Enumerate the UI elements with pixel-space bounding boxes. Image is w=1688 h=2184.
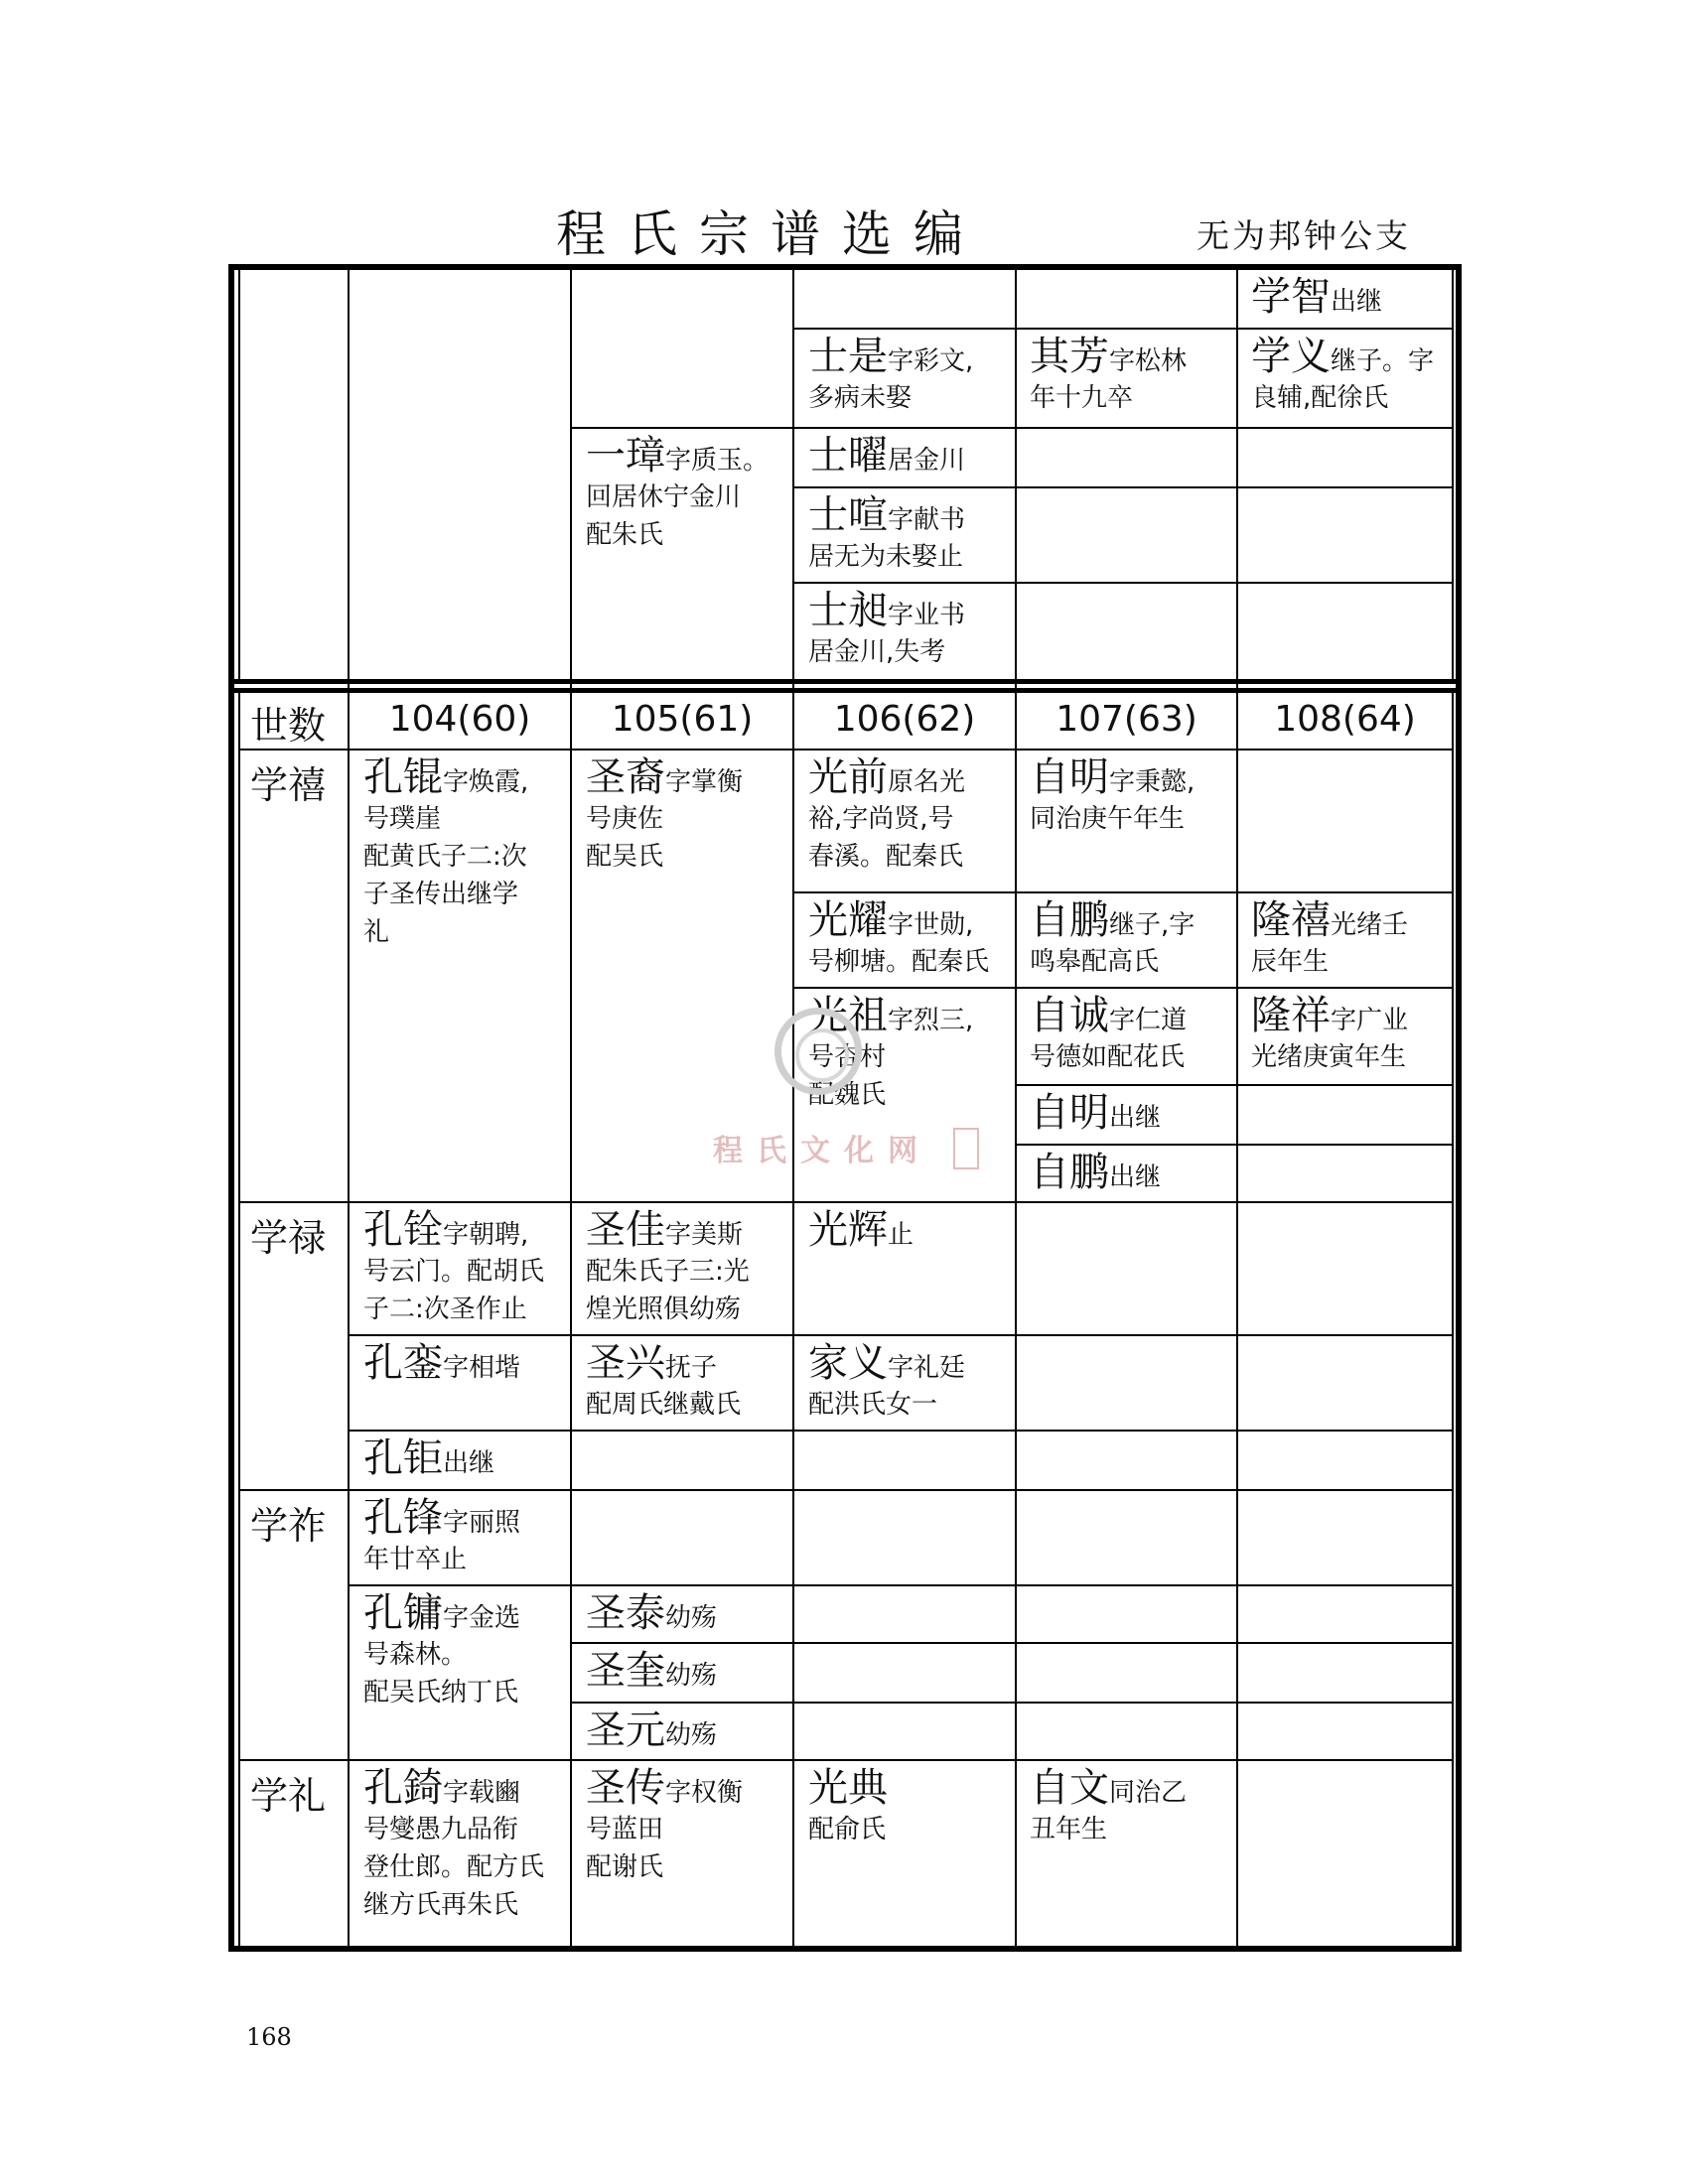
person-name: 光前 (808, 754, 888, 800)
person-note: 字相堦 (443, 1353, 521, 1383)
person-name: 光辉 (808, 1207, 888, 1253)
entry-guanghui (808, 1207, 1013, 1253)
person-note: 字世勋, (888, 910, 974, 940)
section-separator (234, 679, 1456, 684)
entry-kongkun (363, 754, 568, 951)
column-divider (1015, 270, 1017, 1946)
person-note: 字丽照 (443, 1508, 521, 1538)
person-name: 光典 (808, 1765, 888, 1811)
person-note: 幼殇 (665, 1720, 718, 1750)
row-divider (792, 891, 1454, 893)
person-details: 号庚佐 配吴氏 (586, 804, 664, 872)
row-divider (1015, 1084, 1454, 1086)
person-note: 抚子 (665, 1353, 718, 1383)
person-details: 多病未娶 (808, 383, 913, 413)
person-name: 圣裔 (586, 754, 665, 800)
person-details: 回居休宁金川 配朱氏 (586, 482, 742, 550)
person-name: 圣元 (586, 1707, 665, 1753)
entry-kongfeng (363, 1495, 568, 1578)
generation-header: 108(64) (1274, 699, 1416, 740)
person-name: 圣兴 (586, 1340, 665, 1386)
person-note: 居金川 (888, 446, 966, 476)
entry-zicheng (1030, 993, 1234, 1076)
person-note: 字焕霞, (443, 767, 529, 797)
person-note: 继子,字 (1109, 910, 1196, 940)
person-note: 字美斯 (665, 1220, 744, 1250)
page-number: 168 (246, 2023, 292, 2051)
person-note: 止 (888, 1220, 914, 1250)
entry-zipeng (1030, 897, 1234, 981)
entry-guangqian (808, 754, 1013, 876)
column-divider (570, 270, 572, 1946)
entry-shengxing (586, 1340, 790, 1424)
person-details: 配朱氏子三:光 煌光照俱幼殇 (586, 1257, 750, 1324)
column-divider (238, 270, 240, 679)
person-note: 字献书 (888, 505, 966, 535)
entry-shengchuan (586, 1765, 790, 1886)
generation-header: 107(63) (1055, 699, 1197, 740)
person-note: 出继 (1331, 287, 1383, 317)
person-details: 号杏村 配魏氏 (808, 1042, 887, 1110)
entry-xuezhi (1251, 274, 1450, 320)
person-note: 字载豳 (443, 1778, 521, 1808)
column-divider (238, 693, 240, 1946)
person-name: 孔銮 (363, 1340, 443, 1386)
row-divider (238, 1489, 1454, 1491)
person-name: 学智 (1251, 274, 1331, 320)
person-name: 光耀 (808, 897, 888, 943)
entry-longxiang (1251, 993, 1454, 1076)
person-name: 圣佳 (586, 1207, 665, 1253)
entry-shiyao (808, 433, 1013, 478)
person-note: 字质玉。 (665, 446, 770, 476)
person-note: 字业书 (888, 601, 966, 630)
person-name: 孔锟 (363, 754, 443, 800)
person-name: 孔钜 (363, 1435, 443, 1481)
person-note: 字广业 (1331, 1006, 1409, 1035)
entry-ziming (1030, 754, 1234, 838)
entry-zipeng-2 (1030, 1150, 1234, 1195)
person-details: 配俞氏 (808, 1815, 887, 1844)
person-name: 士喧 (808, 492, 888, 538)
row-divider (570, 1642, 1454, 1644)
person-note: 幼殇 (665, 1661, 718, 1691)
person-note: 出继 (443, 1448, 495, 1478)
person-details: 号森林。 配吴氏纳丁氏 (363, 1640, 519, 1707)
person-name: 自明 (1030, 1090, 1109, 1136)
person-details: 同治庚午年生 (1030, 804, 1186, 834)
person-details: 辰年生 (1251, 947, 1330, 977)
person-name: 自鹏 (1030, 897, 1109, 943)
family-head: 学礼 (250, 1774, 327, 1818)
person-note: 同治乙 (1109, 1778, 1188, 1808)
column-divider (792, 270, 794, 1946)
entry-jiayi (808, 1340, 1013, 1424)
column-divider (348, 270, 350, 1946)
row-divider (570, 1702, 1454, 1704)
person-details: 配洪氏女一 (808, 1390, 938, 1420)
family-head: 学祚 (250, 1504, 327, 1548)
row-divider (348, 1584, 1454, 1586)
column-divider (1236, 270, 1238, 1946)
person-details: 居金川,失考 (808, 637, 946, 667)
branch-subtitle: 无为邦钟公支 (1196, 216, 1411, 255)
person-name: 自文 (1030, 1765, 1109, 1811)
entry-longxi (1251, 897, 1454, 981)
entry-kongyong (363, 1590, 568, 1711)
person-note: 字烈三, (888, 1006, 974, 1035)
entry-xueyi (1251, 334, 1454, 417)
person-details: 良辅,配徐氏 (1251, 383, 1389, 413)
watermark-stamp-icon (953, 1128, 979, 1169)
person-details: 号柳塘。配秦氏 (808, 947, 990, 977)
person-name: 圣奎 (586, 1648, 665, 1694)
person-name: 隆祥 (1251, 993, 1331, 1038)
person-note: 幼殇 (665, 1603, 718, 1633)
column-divider (1452, 270, 1454, 679)
row-divider (570, 427, 1454, 429)
entry-kongqi (363, 1765, 568, 1924)
row-divider (238, 749, 1454, 751)
person-note: 字掌衡 (665, 767, 744, 797)
entry-shengkui (586, 1648, 790, 1694)
row-divider (1015, 1144, 1454, 1146)
person-name: 士是 (808, 334, 888, 379)
person-note: 字仁道 (1109, 1006, 1188, 1035)
person-name: 士昶 (808, 588, 888, 633)
person-name: 自诚 (1030, 993, 1109, 1038)
person-details: 鸣皋配高氏 (1030, 947, 1160, 977)
family-head: 学禧 (250, 763, 327, 807)
person-details: 号蓝田 配谢氏 (586, 1815, 664, 1882)
person-note: 字松林 (1109, 346, 1188, 376)
person-name: 一璋 (586, 433, 665, 478)
generation-header: 104(60) (388, 699, 531, 740)
person-name: 孔錡 (363, 1765, 443, 1811)
person-note: 字礼廷 (888, 1353, 966, 1383)
entry-shengyuan (586, 1707, 790, 1753)
section-separator (234, 688, 1456, 693)
watermark-text: 程氏文化网 (713, 1134, 931, 1168)
entry-shengtai (586, 1590, 790, 1636)
person-name: 孔锋 (363, 1495, 443, 1541)
person-name: 自鹏 (1030, 1150, 1109, 1195)
person-details: 号德如配花氏 (1030, 1042, 1186, 1072)
person-details: 年十九卒 (1030, 383, 1134, 413)
person-note: 原名光 (888, 767, 966, 797)
entry-ziming-2 (1030, 1090, 1234, 1136)
person-details: 号云门。配胡氏 子二:次圣作止 (363, 1257, 545, 1324)
row-divider (238, 1201, 1454, 1203)
entry-shengyi (586, 754, 790, 876)
person-name: 光祖 (808, 993, 888, 1038)
page-title: 程氏宗谱选编 (556, 205, 985, 263)
entry-guangdian (808, 1765, 1013, 1848)
entry-shishi (808, 334, 1013, 417)
person-note: 字朝聘, (443, 1220, 529, 1250)
row-divider (238, 1759, 1454, 1761)
entry-kongluan (363, 1340, 568, 1386)
watermark-seal-icon (774, 1008, 862, 1095)
entry-ziwen (1030, 1765, 1234, 1848)
generation-label: 世数 (250, 704, 327, 748)
person-name: 孔铨 (363, 1207, 443, 1253)
person-name: 自明 (1030, 754, 1109, 800)
person-details: 光绪庚寅年生 (1251, 1042, 1407, 1072)
generation-header: 106(62) (833, 699, 976, 740)
row-divider (792, 987, 1454, 989)
entry-shisi (808, 588, 1013, 671)
person-name: 孔镛 (363, 1590, 443, 1636)
person-note: 出继 (1109, 1162, 1162, 1192)
person-note: 字秉懿, (1109, 767, 1196, 797)
person-note: 字金选 (443, 1603, 521, 1633)
person-details: 年廿卒止 (363, 1545, 468, 1574)
entry-qifang (1030, 334, 1234, 417)
person-name: 士曜 (808, 433, 888, 478)
person-name: 隆禧 (1251, 897, 1331, 943)
generation-header: 105(61) (611, 699, 754, 740)
entry-kongju (363, 1435, 568, 1481)
row-divider (792, 328, 1454, 330)
entry-shixuan (808, 492, 1013, 576)
person-details: 配周氏继戴氏 (586, 1390, 742, 1420)
person-note: 字权衡 (665, 1778, 744, 1808)
column-divider (1452, 693, 1454, 1946)
entry-guangyao (808, 897, 1013, 981)
person-note: 出继 (1109, 1103, 1162, 1133)
person-name: 家义 (808, 1340, 888, 1386)
row-divider (792, 486, 1454, 488)
row-divider (348, 1334, 1454, 1336)
entry-yizhang (586, 433, 790, 554)
person-details: 居无为未娶止 (808, 542, 964, 572)
person-name: 学义 (1251, 334, 1331, 379)
person-details: 丑年生 (1030, 1815, 1108, 1844)
person-name: 圣传 (586, 1765, 665, 1811)
person-details: 裕,字尚贤,号 春溪。配秦氏 (808, 804, 964, 872)
person-note: 光绪壬 (1331, 910, 1409, 940)
person-name: 圣泰 (586, 1590, 665, 1636)
entry-kongquan (363, 1207, 568, 1328)
row-divider (348, 1430, 1454, 1432)
person-details: 号燮愚九品衔 登仕郎。配方氏 继方氏再朱氏 (363, 1815, 545, 1920)
person-name: 其芳 (1030, 334, 1109, 379)
family-head: 学禄 (250, 1216, 327, 1260)
entry-shengjia (586, 1207, 790, 1328)
person-note: 字彩文, (888, 346, 974, 376)
person-details: 号璞崖 配黄氏子二:次 子圣传出继学 礼 (363, 804, 527, 947)
person-note: 继子。字 (1331, 346, 1435, 376)
row-divider (792, 582, 1454, 584)
